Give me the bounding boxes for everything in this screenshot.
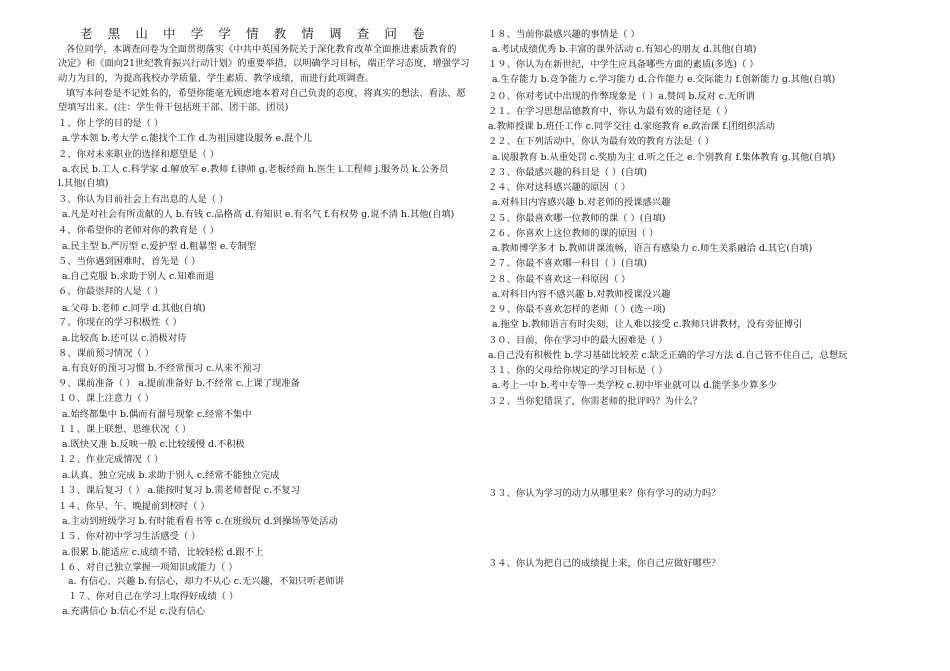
left-text-line: １３、课后复习（ ） a.能按时复习 b.需老师督促 c.不复习 [58, 485, 300, 496]
left-text-line: 决定》和《面向21世纪教育振兴行动计划》的重要举措，以明确学习目标，端正学习态度，增强学习 [58, 58, 470, 69]
left-text-line: １、你上学的目的是（ ） [58, 118, 164, 129]
left-text-line: ７、你现在的学习积极性（ ） [58, 317, 182, 328]
left-text-line: １６、对自己独立掌握一项知识或能力（ ） [58, 562, 238, 573]
left-text-line: a.民主型 b.严厉型 c.爱护型 d.粗暴型 e.专制型 [62, 241, 257, 252]
left-text-line: ３、你认为目前社会上有出息的人是（ ） [58, 194, 229, 205]
left-text-line: a.既快又准 b.反映一般 c.比较缓慢 d.不积极 [62, 439, 245, 450]
left-text-line: a.自己克服 b.求助于别人 c.知难而退 [62, 271, 215, 282]
right-text-line: ２３、你最感兴趣的科目是（ ）(自填) [488, 167, 647, 178]
right-text-line: ３４、你认为把自己的成绩提上来，你自己应做好哪些？ [488, 558, 721, 569]
right-text-line: a.对科目内容感兴趣 b.对老师的授课感兴趣 [492, 197, 671, 208]
right-text-line: ２６、你喜欢上这位教师的课的原因（ ） [488, 228, 659, 239]
left-text-line: a.农民 b.工人 c.科学家 d.解放军 e.教师 f.律师 g.老板经商 h.医生 i.工程师 j.服务员 k.公务员 [62, 164, 449, 175]
right-text-line: ３１、你的父母给你规定的学习目标是（ ） [488, 365, 668, 376]
left-text-line: a.主动到班级学习 b.有时能看看书等 c.在班级玩 d.到操场等处活动 [62, 516, 338, 527]
left-text-line: a.充满信心 b.信心不足 c.没有信心 [62, 606, 206, 617]
left-text-line: １７、你对自己在学习上取得好成绩（ ） [68, 591, 239, 602]
left-text-line: ４、你希望你的老师对你的教育是（ ） [58, 225, 220, 236]
right-text-line: a.教师博学多才 b.教师讲课流畅，语言有感染力 c.师生关系融洽 d.其它(自填) [492, 243, 813, 254]
right-text-line: a.考上一中 b.考中专等一类学校 c.初中毕业就可以 d.能学多少算多少 [492, 380, 778, 391]
left-text-line: ２、你对未来职业的选择和愿望是（ ） [58, 149, 220, 160]
left-text-line: a.凡是对社会有所贡献的人 b.有钱 c.品格高 d.有知识 e.有名气 f.有权势 g.说不清 h.其他(自填) [62, 209, 455, 220]
right-text-line: ２８、你最不喜欢这一科原因（ ） [488, 274, 631, 285]
left-text-line: 望填写出来。(注：学生骨干包括班干部、团干部、团员) [58, 102, 289, 113]
left-text-line: a.有良好的预习习惯 b.不经常预习 c.从来不预习 [62, 363, 261, 374]
right-text-line: ２０、你对考试中出现的作弊现象是（ ）a.赞同 b.反对 c.无所谓 [488, 91, 755, 102]
right-text-line: ３０、目前，你在学习中的最大困难是（ ） [488, 335, 668, 346]
right-text-line: a.生存能力 b.竞争能力 c.学习能力 d.合作能力 e.交际能力 f.创新能力 g.其他(自填) [492, 74, 836, 85]
left-text-line: １５、你对初中学习生活感受（ ） [58, 531, 201, 542]
document-title: 老 黑 山 中 学 学 情 教 情 调 查 问 卷 [80, 26, 431, 41]
right-text-line: １９、你认为在新世纪，中学生应具备哪些方面的素质(多选)（ ） [488, 59, 759, 70]
left-text-line: l.其他(自填) [58, 178, 109, 189]
left-text-line: a.认真、独立完成 b.求助于别人 c.经常不能独立完成 [62, 470, 280, 481]
left-text-line: ６、你最崇拜的人是（ ） [58, 286, 164, 297]
left-text-line: a.父母 b.老师 c.同学 d.其他(自填) [62, 303, 206, 314]
right-text-line: １８、当前你最感兴趣的事情是（ ） [488, 29, 640, 40]
left-text-line: 动力为目的，为提高我校办学质量、学生素质、教学成绩，而进行此项调查。 [58, 73, 375, 84]
right-text-line: ２９、你最不喜欢怎样的老师（ ）(选一项) [488, 304, 666, 315]
left-text-line: ８、课前预习情况（ ） [58, 348, 154, 359]
left-text-line: a. 有信心、兴趣 b.有信心，却力不从心 c.无兴趣，不知只听老师讲 [68, 576, 345, 587]
left-text-line: 各位同学，本调查问卷为全面贯彻落实《中共中英国务院关于深化教育改革全面推进素质教育的 [66, 44, 457, 55]
left-text-line: ５、当你遇到困难时，首先是（ ） [58, 256, 201, 267]
right-text-line: ２７、你最不喜欢哪一科目（ ）(自填) [488, 258, 647, 269]
left-text-line: １０、课上注意力（ ） [58, 393, 154, 404]
right-text-line: a.自己没有积极性 b.学习基础比较差 c.缺乏正确的学习方法 d.自己管不住自己，总想玩 [488, 350, 848, 361]
right-text-line: ３２、当你犯错误了，你需老师的批评吗？为什么？ [488, 396, 702, 407]
left-text-line: １１、课上联想、思维状况（ ） [58, 424, 192, 435]
left-text-line: ９、课前准备（ ） a.提前准备好 b.不经常 c.上课了现准备 [58, 378, 300, 389]
right-text-line: a.拖堂 b.教师语言有时尖刻，让人难以接受 c.教师只讲教材，没有旁征博引 [492, 319, 803, 330]
right-text-line: a.对科目内容不感兴趣 b.对教师授课没兴趣 [492, 289, 671, 300]
left-text-line: a.很累 b.能适应 c.成绩不错，比较轻松 d.跟不上 [62, 547, 264, 558]
left-text-line: a.始终都集中 b.偶而有溜号现象 c.经常不集中 [62, 409, 252, 420]
right-text-line: ３３、你认为学习的动力从哪里来？你有学习的动力吗？ [488, 488, 721, 499]
right-text-line: a.说服教育 b.从重处罚 c.奖励为主 d.听之任之 e.个别教育 f.集体教育 g.其他(自填) [492, 152, 836, 163]
right-text-line: ２２、在下列活动中，你认为最有效的教育方法是（ ） [488, 136, 715, 147]
right-text-line: ２５、你最喜欢哪一位教师的课（ ）(自填) [488, 213, 666, 224]
right-text-line: ２４、你对这科感兴趣的原因（ ） [488, 182, 631, 193]
left-text-line: a.比较高 b.还可以 c.消极对待 [62, 333, 187, 344]
right-text-line: ２１、在学习思想品德教育中，你认为最有效的途径是（ ） [488, 106, 733, 117]
left-text-line: １２、作业完成情况（ ） [58, 454, 164, 465]
left-text-line: 填写本问卷是不记姓名的，希望你能毫无顾虑地本着对自己负责的态度，将真实的想法、看法、愿 [66, 88, 466, 99]
left-text-line: １４、你早、午、晚提前到校时（ ） [58, 501, 210, 512]
right-text-line: a.考试成绩优秀 b.丰富的课外活动 c.有知心的朋友 d.其他(自填) [492, 44, 757, 55]
right-text-line: a.教师授课 b.班任工作 c.同学交往 d.家庭教育 e.政治课 f.团组织活动 [488, 121, 775, 132]
left-text-line: a.学本领 b.考大学 c.能找个工作 d.为祖国建设服务 e.混个儿 [62, 133, 312, 144]
